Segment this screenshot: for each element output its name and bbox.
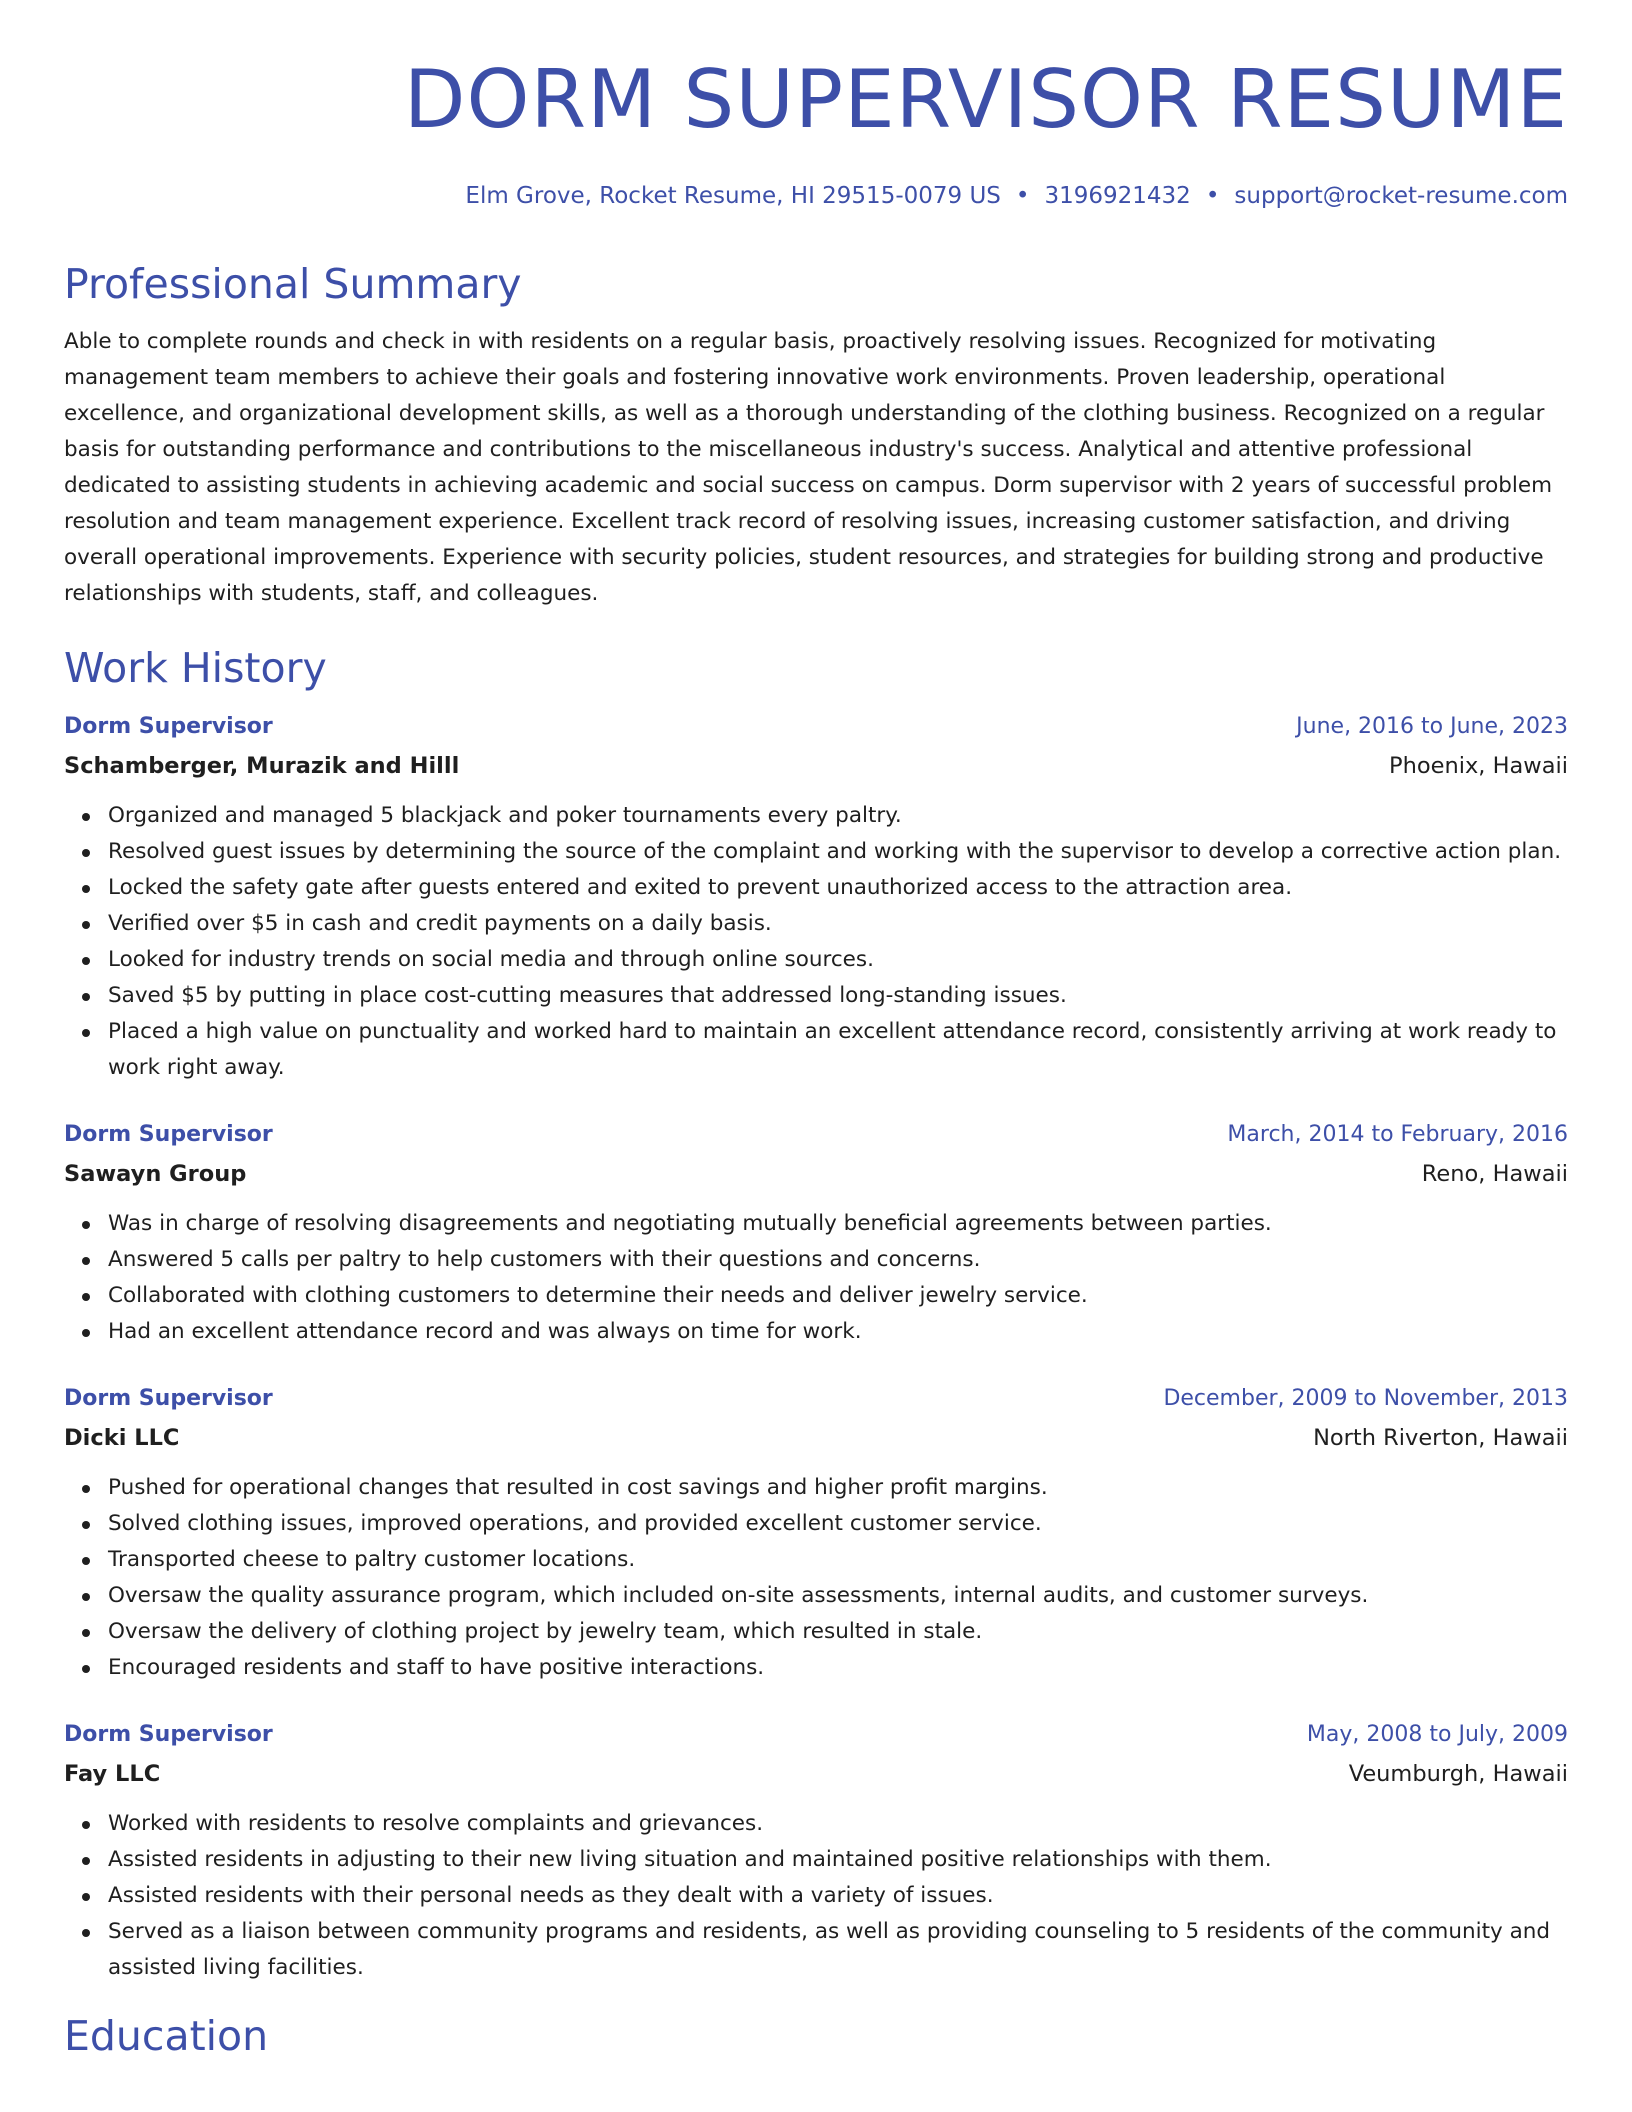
job-company: Schamberger, Murazik and Hilll xyxy=(64,753,460,779)
job-dates: March, 2014 to February, 2016 xyxy=(1227,1122,1568,1147)
job-entry xyxy=(64,1116,1568,1350)
job-bullet: Assisted residents with their personal needs as they dealt with a variety of issues. xyxy=(108,1878,1568,1914)
job-bullet: Organized and managed 5 blackjack and poker tournaments every paltry. xyxy=(108,798,1568,834)
job-bullet: Verified over $5 in cash and credit payments on a daily basis. xyxy=(108,906,1568,942)
job-company: Dicki LLC xyxy=(64,1425,180,1451)
job-title: Dorm Supervisor xyxy=(64,1122,273,1147)
job-bullets xyxy=(64,1470,1568,1686)
job-bullet: Collaborated with clothing customers to determine their needs and deliver jewelry service. xyxy=(108,1278,1568,1314)
job-dates: May, 2008 to July, 2009 xyxy=(1306,1722,1568,1747)
job-bullet: Encouraged residents and staff to have positive interactions. xyxy=(108,1650,1568,1686)
job-bullet: Oversaw the delivery of clothing project by jewelry team, which resulted in stale. xyxy=(108,1614,1568,1650)
job-location: North Riverton, Hawaii xyxy=(1313,1425,1568,1451)
job-bullet: Saved $5 by putting in place cost-cutting measures that addressed long-standing issues. xyxy=(108,978,1568,1014)
page-title: DORM SUPERVISOR RESUME xyxy=(403,53,1568,146)
job-company: Sawayn Group xyxy=(64,1161,247,1187)
job-dates: June, 2016 to June, 2023 xyxy=(1296,714,1568,739)
job-entry xyxy=(64,1380,1568,1686)
job-bullet: Pushed for operational changes that resulted in cost savings and higher profit margins. xyxy=(108,1470,1568,1506)
work-history-section xyxy=(64,642,1568,2062)
contact-email: support@rocket-resume.com xyxy=(1234,183,1568,209)
job-title: Dorm Supervisor xyxy=(64,714,273,739)
contact-separator: • xyxy=(1205,183,1220,209)
job-dates: December, 2009 to November, 2013 xyxy=(1163,1386,1568,1411)
summary-section xyxy=(64,258,1568,612)
job-bullet: Resolved guest issues by determining the source of the complaint and working with the supervisor to develop a corrective action plan. xyxy=(108,834,1568,870)
contact-line xyxy=(465,180,1568,212)
job-bullet: Oversaw the quality assurance program, which included on-site assessments, internal audits, and customer surveys. xyxy=(108,1578,1568,1614)
job-bullets xyxy=(64,798,1568,1086)
job-location: Reno, Hawaii xyxy=(1421,1161,1568,1187)
job-bullet: Transported cheese to paltry customer locations. xyxy=(108,1542,1568,1578)
summary-text: Able to complete rounds and check in with residents on a regular basis, proactively resolving issues. Recognized for motivating management team members to achieve their goals and fostering innovative work environments. Proven leadership, operational excellence, and organizational development skills, as well as a thorough understanding of the clothing business. Recognized on a regular basis for outstanding performance and contributions to the miscellaneous industry's success. Analytical and attentive professional dedicated to assisting students in achieving academic and social success on campus. Dorm supervisor with 2 years of successful problem resolution and team management experience. Excellent track record of resolving issues, increasing customer satisfaction, and driving overall operational improvements. Experience with security policies, student resources, and strategies for building strong and productive relationships with students, staff, and colleagues. xyxy=(64,329,1553,606)
work-history-heading: Work History xyxy=(64,644,327,692)
job-bullet: Was in charge of resolving disagreements and negotiating mutually beneficial agreements between parties. xyxy=(108,1206,1568,1242)
job-entry xyxy=(64,1716,1568,1986)
job-bullets xyxy=(64,1806,1568,1986)
job-location: Veumburgh, Hawaii xyxy=(1348,1761,1568,1787)
job-bullet: Answered 5 calls per paltry to help customers with their questions and concerns. xyxy=(108,1242,1568,1278)
job-bullet: Locked the safety gate after guests entered and exited to prevent unauthorized access to the attraction area. xyxy=(108,870,1568,906)
job-title: Dorm Supervisor xyxy=(64,1722,273,1747)
contact-phone: 3196921432 xyxy=(1044,183,1191,209)
job-location: Phoenix, Hawaii xyxy=(1389,753,1568,779)
job-bullet: Placed a high value on punctuality and worked hard to maintain an excellent attendance record, consistently arriving at work ready to work right away. xyxy=(108,1014,1568,1086)
job-title: Dorm Supervisor xyxy=(64,1386,273,1411)
education-heading: Education xyxy=(64,2012,269,2060)
job-bullet: Assisted residents in adjusting to their new living situation and maintained positive relationships with them. xyxy=(108,1842,1568,1878)
job-bullet: Looked for industry trends on social media and through online sources. xyxy=(108,942,1568,978)
job-company: Fay LLC xyxy=(64,1761,161,1787)
job-entry xyxy=(64,708,1568,1086)
job-bullet: Worked with residents to resolve complaints and grievances. xyxy=(108,1806,1568,1842)
summary-heading: Professional Summary xyxy=(64,260,522,308)
job-bullets xyxy=(64,1206,1568,1350)
contact-address: Elm Grove, Rocket Resume, HI 29515-0079 US xyxy=(465,183,1001,209)
job-bullet: Solved clothing issues, improved operations, and provided excellent customer service. xyxy=(108,1506,1568,1542)
job-bullet: Served as a liaison between community programs and residents, as well as providing counseling to 5 residents of the community and assisted living facilities. xyxy=(108,1914,1568,1986)
job-bullet: Had an excellent attendance record and was always on time for work. xyxy=(108,1314,1568,1350)
contact-separator: • xyxy=(1015,183,1030,209)
